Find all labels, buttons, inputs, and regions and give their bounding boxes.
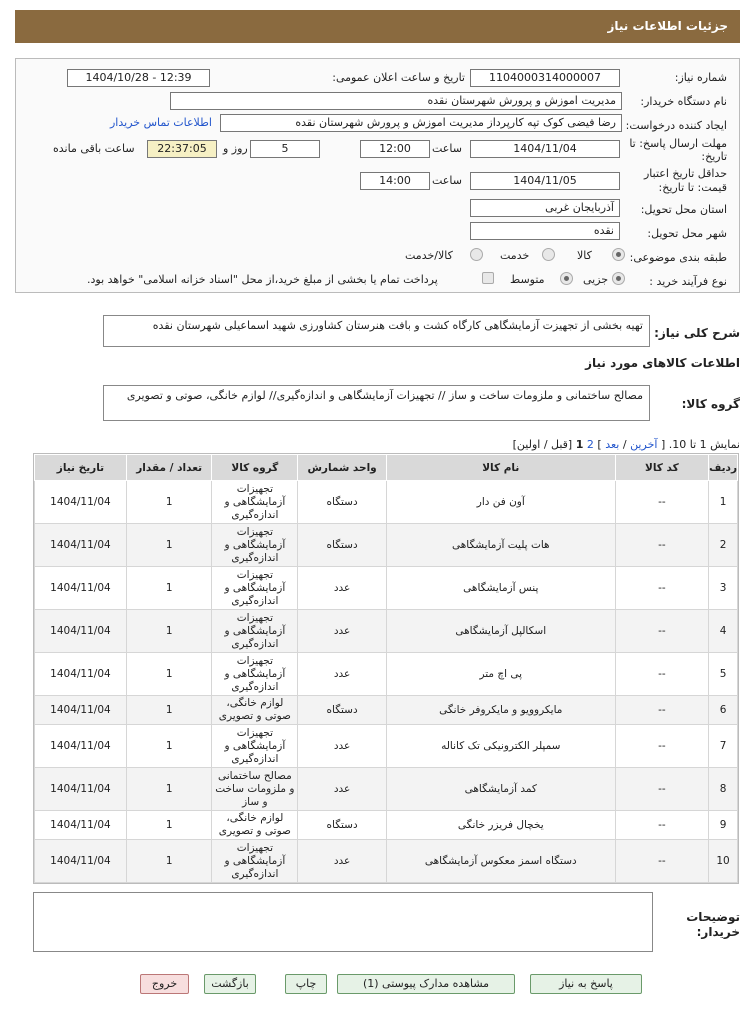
goods-group-label: گروه کالا: [681,397,740,411]
buyer-label: نام دستگاه خریدار: [640,95,727,108]
announce-label: تاریخ و ساعت اعلان عمومی: [332,71,465,84]
city-field: نقده [470,222,620,240]
cell-group: مصالح ساختمانی و ملزومات ساخت و ساز [212,768,298,811]
pager-showing: نمایش 1 تا 10. [668,438,740,451]
payment-note: پرداخت تمام یا بخشی از مبلغ خرید،از محل "اسناد خزانه اسلامی" خواهد بود. [87,273,438,286]
cell-date: 1404/11/04 [35,524,127,567]
treasury-checkbox[interactable] [482,272,494,284]
cell-code: -- [615,725,708,768]
col-qty: تعداد / مقدار [126,455,212,481]
table-row[interactable] [35,524,738,567]
col-row: ردیف [709,455,738,481]
cell-name: پنس آزمایشگاهی [386,567,615,610]
cell-code: -- [615,811,708,840]
announce-datetime-field: 1404/10/28 - 12:39 [67,69,210,87]
description-field: تهیه بخشی از تجهیزت آزمایشگاهی کارگاه کشت و بافت هنرستان کشاورزی شهید اسماعیلی شهرستان نقده [103,315,650,347]
pager-close-bracket: ] [597,438,602,451]
cell-group: لوازم خانگی، صوتی و تصویری [212,696,298,725]
cell-unit: عدد [298,653,387,696]
cell-code: -- [615,481,708,524]
deadline-label: مهلت ارسال پاسخ: تا [629,137,727,150]
description-label: شرح کلی نیاز: [654,326,740,340]
cell-row: 3 [709,567,738,610]
cell-name: هات پلیت آزمایشگاهی [386,524,615,567]
cell-unit: دستگاه [298,696,387,725]
cell-group: تجهیزات آزمایشگاهی و اندازه‌گیری [212,653,298,696]
deadline-date-field: 1404/11/04 [470,140,620,158]
cell-unit: عدد [298,610,387,653]
cell-group: تجهیزات آزمایشگاهی و اندازه‌گیری [212,567,298,610]
cell-row: 5 [709,653,738,696]
cell-date: 1404/11/04 [35,696,127,725]
cell-unit: دستگاه [298,524,387,567]
creator-field: رضا فیضی کوک تپه کارپرداز مدیریت اموزش و پرورش شهرستان نقده [220,114,622,132]
cell-name: پی اچ متر [386,653,615,696]
cell-group: لوازم خانگی، صوتی و تصویری [212,811,298,840]
validity-time-field: 14:00 [360,172,430,190]
cell-row: 9 [709,811,738,840]
process-medium-label: متوسط [510,273,545,286]
cell-qty: 1 [126,610,212,653]
cell-qty: 1 [126,653,212,696]
buyer-field: مدیریت اموزش و پرورش شهرستان نقده [170,92,622,110]
table-row[interactable] [35,610,738,653]
cell-qty: 1 [126,481,212,524]
cell-date: 1404/11/04 [35,481,127,524]
remaining-label: ساعت باقی مانده [53,142,135,155]
cell-row: 4 [709,610,738,653]
pager-separator: / [622,438,627,451]
cell-row: 6 [709,696,738,725]
days-label: روز و [223,142,248,155]
pager-page-1: 1 [575,438,584,451]
cell-qty: 1 [126,768,212,811]
cell-code: -- [615,653,708,696]
cell-qty: 1 [126,567,212,610]
city-label: شهر محل تحویل: [647,227,727,240]
cell-unit: دستگاه [298,811,387,840]
pager-next-link[interactable]: بعد [605,438,620,451]
cell-group: تجهیزات آزمایشگاهی و اندازه‌گیری [212,524,298,567]
need-number-field: 1104000314000007 [470,69,620,87]
pager-page-2[interactable]: 2 [586,438,594,451]
cell-unit: دستگاه [298,481,387,524]
category-label: طبقه بندی موضوعی: [629,251,727,264]
cell-date: 1404/11/04 [35,768,127,811]
cell-unit: عدد [298,567,387,610]
cell-unit: عدد [298,725,387,768]
cell-date: 1404/11/04 [35,567,127,610]
cell-name: سمپلر الکترونیکی تک کاناله [386,725,615,768]
cell-unit: عدد [298,840,387,883]
table-row[interactable] [35,653,738,696]
category-service-label: خدمت [500,249,530,262]
col-group: گروه کالا [212,455,298,481]
cell-date: 1404/11/04 [35,840,127,883]
days-field: 5 [250,140,320,158]
cell-qty: 1 [126,524,212,567]
process-label: نوع فرآیند خرید : [649,275,727,288]
cell-name: یخچال فریزر خانگی [386,811,615,840]
goods-table [33,453,739,884]
cell-name: دستگاه اسمز معکوس آزمایشگاهی [386,840,615,883]
validity-time-label: ساعت [432,174,462,187]
buyer-notes-label: توضیحات [686,910,740,924]
pager-prev-first: [قبل / اولین] [512,438,573,451]
cell-row: 8 [709,768,738,811]
deadline-time-label: ساعت [432,142,462,155]
cell-unit: عدد [298,768,387,811]
cell-name: مایکروویو و مایکروفر خانگی [386,696,615,725]
cell-date: 1404/11/04 [35,610,127,653]
buyer-notes-field [33,892,653,952]
cell-row: 7 [709,725,738,768]
pager-open-bracket: [ [660,438,666,451]
creator-label: ایجاد کننده درخواست: [625,119,727,132]
cell-row: 10 [709,840,738,883]
col-unit: واحد شمارش [298,455,387,481]
validity-label-2: قیمت: تا تاریخ: [658,181,727,194]
process-small-radio[interactable] [612,272,625,285]
table-row[interactable] [35,811,738,840]
table-row[interactable] [35,725,738,768]
goods-section-title: اطلاعات کالاهای مورد نیاز [585,356,740,370]
cell-name: آون فن دار [386,481,615,524]
buyer-contact-link[interactable]: اطلاعات تماس خریدار [110,116,212,129]
process-medium-radio[interactable] [560,272,573,285]
reply-button[interactable]: پاسخ به نیاز [530,974,642,994]
col-name: نام کالا [386,455,615,481]
cell-name: کمد آزمایشگاهی [386,768,615,811]
pager-last-link[interactable]: آخرین [630,438,658,451]
cell-code: -- [615,768,708,811]
province-field: آذربایجان غربی [470,199,620,217]
cell-qty: 1 [126,696,212,725]
table-row[interactable] [35,481,738,524]
cell-qty: 1 [126,840,212,883]
category-goods-radio[interactable] [612,248,625,261]
table-row[interactable] [35,768,738,811]
page-title: جزئیات اطلاعات نیاز [15,10,740,43]
cell-code: -- [615,524,708,567]
deadline-label-2: تاریخ: [701,150,727,163]
cell-row: 1 [709,481,738,524]
province-label: استان محل تحویل: [640,203,727,216]
col-date: تاریخ نیاز [35,455,127,481]
cell-code: -- [615,610,708,653]
deadline-time-field: 12:00 [360,140,430,158]
validity-date-field: 1404/11/05 [470,172,620,190]
back-button[interactable]: بازگشت [204,974,256,994]
cell-qty: 1 [126,811,212,840]
buyer-notes-label-2: خریدار: [696,925,740,939]
process-small-label: جزیی [583,273,609,286]
table-row[interactable] [35,696,738,725]
cell-code: -- [615,840,708,883]
cell-group: تجهیزات آزمایشگاهی و اندازه‌گیری [212,610,298,653]
cell-name: اسکالپل آزمایشگاهی [386,610,615,653]
attachments-button[interactable]: مشاهده مدارک پیوستی (1) [337,974,515,994]
table-row[interactable] [35,567,738,610]
category-goods-label: کالا [577,249,592,262]
remaining-time-field: 22:37:05 [147,140,217,158]
cell-date: 1404/11/04 [35,725,127,768]
validity-label: حداقل تاریخ اعتبار [643,167,727,180]
col-code: کد کالا [615,455,708,481]
cell-code: -- [615,567,708,610]
goods-group-field: مصالح ساختمانی و ملزومات ساخت و ساز // تجهیزات آزمایشگاهی و اندازه‌گیری// لوازم خانگی، صوتی و تصویری [103,385,650,421]
table-row[interactable] [35,840,738,883]
cell-date: 1404/11/04 [35,653,127,696]
cell-qty: 1 [126,725,212,768]
category-both-radio[interactable] [470,248,483,261]
cell-row: 2 [709,524,738,567]
need-number-label: شماره نیاز: [674,71,727,84]
category-service-radio[interactable] [542,248,555,261]
cell-group: تجهیزات آزمایشگاهی و اندازه‌گیری [212,481,298,524]
category-both-label: کالا/خدمت [405,249,453,262]
cell-code: -- [615,696,708,725]
exit-button[interactable]: خروج [140,974,189,994]
pager [513,438,740,451]
cell-group: تجهیزات آزمایشگاهی و اندازه‌گیری [212,725,298,768]
cell-date: 1404/11/04 [35,811,127,840]
print-button[interactable]: چاپ [285,974,327,994]
cell-group: تجهیزات آزمایشگاهی و اندازه‌گیری [212,840,298,883]
